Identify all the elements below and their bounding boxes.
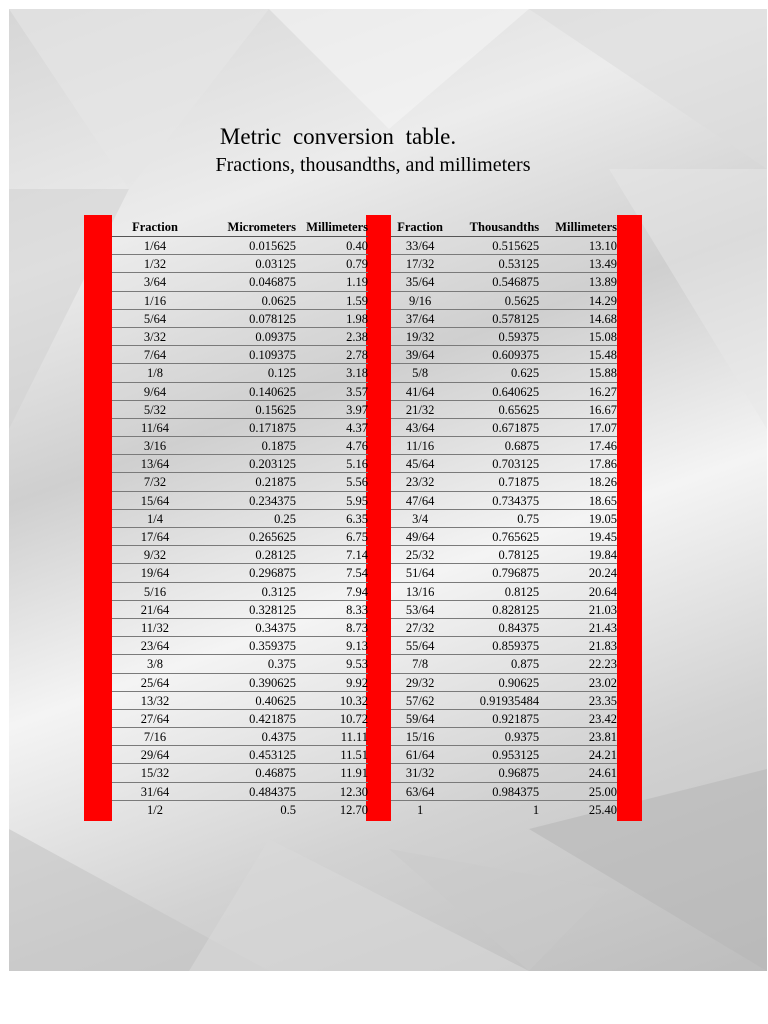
millimeters-cell: 13.10 (588, 239, 617, 253)
decimal-cell: 0.65625 (498, 402, 540, 417)
decimal-cell: 0.8125 (504, 584, 540, 599)
fraction-cell: 1/4 (147, 511, 163, 526)
table-row (112, 292, 368, 310)
column-header-thousandths: Thousandths (469, 220, 540, 234)
decimal-cell: 0.015625 (249, 239, 296, 253)
millimeters-cell: 19.05 (588, 511, 617, 526)
decimal-cell: 0.25 (274, 511, 296, 526)
decimal-cell: 0.91935484 (479, 693, 540, 708)
table-row (112, 746, 368, 764)
fraction-cell: 13/32 (140, 693, 170, 708)
table-row (112, 528, 368, 546)
table-row (391, 510, 617, 528)
decimal-cell: 0.828125 (492, 602, 540, 617)
table-row (112, 455, 368, 473)
decimal-cell: 0.234375 (249, 493, 296, 508)
decimal-cell: 0.359375 (249, 639, 296, 654)
decimal-cell: 0.53125 (498, 257, 540, 272)
millimeters-cell: 9.92 (346, 675, 368, 690)
table-row (112, 383, 368, 401)
fraction-cell: 7/32 (143, 475, 167, 490)
fraction-cell: 21/64 (140, 602, 170, 617)
fraction-cell: 3/16 (143, 439, 167, 454)
table-row (112, 801, 368, 819)
millimeters-cell: 3.57 (346, 384, 368, 399)
table-row (391, 674, 617, 692)
decimal-cell: 0.15625 (255, 402, 296, 417)
fraction-cell: 47/64 (405, 493, 435, 508)
millimeters-cell: 8.33 (346, 602, 368, 617)
millimeters-cell: 18.26 (588, 475, 617, 490)
fraction-cell: 3/32 (143, 329, 167, 344)
millimeters-cell: 5.16 (346, 457, 368, 472)
fraction-cell: 59/64 (405, 711, 435, 726)
millimeters-cell: 2.38 (346, 329, 368, 344)
fraction-cell: 7/64 (143, 348, 167, 363)
millimeters-cell: 25.40 (588, 802, 617, 817)
table-header-row (112, 215, 368, 237)
millimeters-cell: 19.45 (588, 530, 617, 544)
decimal-cell: 0.578125 (492, 311, 540, 326)
fraction-cell: 27/64 (140, 711, 170, 726)
millimeters-cell: 4.76 (346, 439, 368, 454)
decimal-cell: 0.78125 (498, 548, 540, 563)
table-row (391, 383, 617, 401)
decimal-cell: 0.515625 (492, 239, 540, 253)
decimal-cell: 0.84375 (498, 620, 540, 635)
right-conversion-table (391, 215, 617, 819)
millimeters-cell: 24.61 (588, 766, 617, 781)
fraction-cell: 5/64 (143, 311, 167, 326)
table-row (112, 783, 368, 801)
fraction-cell: 49/64 (405, 530, 435, 544)
decimal-cell: 0.625 (511, 366, 540, 381)
fraction-cell: 29/64 (140, 748, 170, 763)
table-row (112, 473, 368, 491)
fraction-cell: 27/32 (405, 620, 435, 635)
millimeters-cell: 17.86 (588, 457, 617, 472)
table-row (391, 692, 617, 710)
fraction-cell: 19/32 (405, 329, 435, 344)
table-row (391, 419, 617, 437)
millimeters-cell: 7.94 (346, 584, 368, 599)
fraction-cell: 33/64 (405, 239, 435, 253)
millimeters-cell: 25.00 (588, 784, 617, 799)
fraction-cell: 29/32 (405, 675, 435, 690)
table-row (112, 564, 368, 582)
decimal-cell: 0.546875 (492, 275, 540, 290)
fraction-cell: 9/16 (408, 293, 432, 308)
table-row (391, 728, 617, 746)
millimeters-cell: 9.53 (346, 657, 368, 672)
table-row (391, 273, 617, 291)
table-row (112, 619, 368, 637)
table-row (391, 455, 617, 473)
table-row (112, 728, 368, 746)
decimal-cell: 0.46875 (255, 766, 296, 781)
millimeters-cell: 14.29 (588, 293, 617, 308)
millimeters-cell: 1.19 (346, 275, 368, 290)
fraction-cell: 11/64 (140, 420, 169, 435)
page-subtitle: Fractions, thousandths, and millimeters (215, 154, 531, 176)
decimal-cell: 0.390625 (249, 675, 296, 690)
column-header-micrometers: Micrometers (227, 220, 296, 234)
fraction-cell: 31/32 (405, 766, 435, 781)
table-row (391, 364, 617, 382)
decimal-cell: 0.140625 (249, 384, 296, 399)
millimeters-cell: 20.24 (588, 566, 617, 581)
table-row (112, 419, 368, 437)
millimeters-cell: 16.27 (588, 384, 617, 399)
table-row (112, 655, 368, 673)
decimal-cell: 0.0625 (261, 293, 296, 308)
fraction-cell: 63/64 (405, 784, 435, 799)
decimal-cell: 0.796875 (492, 566, 540, 581)
millimeters-cell: 10.72 (339, 711, 368, 726)
fraction-cell: 13/64 (140, 457, 170, 472)
table-row (391, 310, 617, 328)
table-row (391, 601, 617, 619)
table-row (112, 237, 368, 255)
decimal-cell: 0.171875 (249, 420, 296, 435)
millimeters-cell: 18.65 (588, 493, 617, 508)
decimal-cell: 0.875 (511, 657, 540, 672)
millimeters-cell: 21.43 (588, 620, 617, 635)
fraction-cell: 19/64 (140, 566, 170, 581)
fraction-cell: 3/8 (147, 657, 163, 672)
fraction-cell: 13/16 (405, 584, 435, 599)
fraction-cell: 17/64 (140, 530, 170, 544)
millimeters-cell: 11.91 (340, 766, 368, 781)
millimeters-cell: 0.40 (346, 239, 368, 253)
fraction-cell: 17/32 (405, 257, 435, 272)
fraction-cell: 61/64 (405, 748, 435, 763)
column-header-fraction: Fraction (397, 220, 444, 234)
fraction-cell: 23/32 (405, 475, 435, 490)
fraction-cell: 1/64 (143, 239, 167, 253)
decimal-cell: 0.046875 (249, 275, 296, 290)
table-row (391, 255, 617, 273)
table-row (391, 528, 617, 546)
table-header-row (391, 215, 617, 237)
fraction-cell: 5/32 (143, 402, 167, 417)
decimal-cell: 0.40625 (255, 693, 296, 708)
table-row (391, 783, 617, 801)
red-bar-right (617, 215, 642, 821)
decimal-cell: 0.5625 (504, 293, 540, 308)
millimeters-cell: 4.37 (346, 420, 368, 435)
decimal-cell: 0.4375 (261, 730, 296, 745)
millimeters-cell: 17.07 (588, 420, 617, 435)
fraction-cell: 3/64 (143, 275, 167, 290)
millimeters-cell: 1.98 (346, 311, 368, 326)
millimeters-cell: 20.64 (588, 584, 617, 599)
table-row (112, 764, 368, 782)
millimeters-cell: 16.67 (588, 402, 617, 417)
decimal-cell: 1 (532, 802, 540, 817)
decimal-cell: 0.453125 (249, 748, 296, 763)
table-row (391, 401, 617, 419)
millimeters-cell: 23.02 (588, 675, 617, 690)
millimeters-cell: 14.68 (588, 311, 617, 326)
table-row (112, 255, 368, 273)
table-row (391, 473, 617, 491)
table-row (112, 273, 368, 291)
table-row (112, 510, 368, 528)
fraction-cell: 45/64 (405, 457, 435, 472)
decimal-cell: 0.75 (517, 511, 540, 526)
millimeters-cell: 17.46 (588, 439, 617, 454)
millimeters-cell: 24.21 (588, 748, 617, 763)
fraction-cell: 15/32 (140, 766, 170, 781)
millimeters-cell: 12.30 (339, 784, 368, 799)
fraction-cell: 25/32 (405, 548, 435, 563)
decimal-cell: 0.90625 (498, 675, 540, 690)
decimal-cell: 0.984375 (492, 784, 540, 799)
table-row (112, 674, 368, 692)
fraction-cell: 5/8 (412, 366, 429, 381)
table-row (112, 401, 368, 419)
millimeters-cell: 6.75 (346, 530, 368, 544)
millimeters-cell: 10.32 (339, 693, 368, 708)
table-row (112, 364, 368, 382)
decimal-cell: 0.296875 (249, 566, 296, 581)
decimal-cell: 0.203125 (249, 457, 296, 472)
decimal-cell: 0.265625 (249, 530, 296, 544)
decimal-cell: 0.1875 (261, 439, 296, 454)
decimal-cell: 0.59375 (498, 329, 540, 344)
millimeters-cell: 22.23 (588, 657, 617, 672)
table-row (391, 619, 617, 637)
fraction-cell: 9/32 (143, 548, 167, 563)
millimeters-cell: 15.08 (588, 329, 617, 344)
table-row (391, 564, 617, 582)
table-row (391, 764, 617, 782)
table-row (391, 655, 617, 673)
decimal-cell: 0.28125 (255, 548, 296, 563)
millimeters-cell: 8.73 (346, 620, 368, 635)
table-row (112, 437, 368, 455)
fraction-cell: 1/16 (143, 293, 167, 308)
millimeters-cell: 12.70 (339, 802, 368, 817)
column-header-millimeters: Millimeters (306, 220, 368, 234)
table-row (391, 237, 617, 255)
decimal-cell: 0.5 (280, 802, 296, 817)
red-bar-left (84, 215, 112, 821)
millimeters-cell: 13.89 (588, 275, 617, 290)
decimal-cell: 0.9375 (504, 730, 540, 745)
table-row (391, 710, 617, 728)
fraction-cell: 11/16 (406, 439, 435, 454)
table-row (391, 492, 617, 510)
millimeters-cell: 6.35 (346, 511, 368, 526)
column-header-fraction: Fraction (132, 220, 178, 234)
table-row (391, 801, 617, 819)
decimal-cell: 0.953125 (492, 748, 540, 763)
millimeters-cell: 23.35 (588, 693, 617, 708)
column-header-millimeters: Millimeters (555, 220, 617, 234)
table-row (391, 583, 617, 601)
left-conversion-table (112, 215, 368, 819)
millimeters-cell: 9.13 (346, 639, 368, 654)
table-row (391, 637, 617, 655)
millimeters-cell: 5.95 (346, 493, 368, 508)
red-bar-middle (366, 215, 391, 821)
millimeters-cell: 2.78 (346, 348, 368, 363)
millimeters-cell: 3.18 (346, 366, 368, 381)
table-row (391, 328, 617, 346)
table-row (112, 546, 368, 564)
decimal-cell: 0.328125 (249, 602, 296, 617)
decimal-cell: 0.71875 (498, 475, 540, 490)
fraction-cell: 53/64 (405, 602, 435, 617)
decimal-cell: 0.375 (267, 657, 296, 672)
table-row (112, 583, 368, 601)
fraction-cell: 51/64 (405, 566, 435, 581)
table-row (391, 437, 617, 455)
decimal-cell: 0.96875 (498, 766, 540, 781)
millimeters-cell: 3.97 (346, 402, 368, 417)
fraction-cell: 1 (416, 802, 424, 817)
table-row (112, 601, 368, 619)
fraction-cell: 55/64 (405, 639, 435, 654)
millimeters-cell: 1.59 (346, 293, 368, 308)
decimal-cell: 0.125 (267, 366, 296, 381)
millimeters-cell: 23.81 (588, 730, 617, 745)
millimeters-cell: 0.79 (346, 257, 368, 272)
millimeters-cell: 23.42 (588, 711, 617, 726)
fraction-cell: 3/4 (412, 511, 429, 526)
decimal-cell: 0.734375 (492, 493, 540, 508)
decimal-cell: 0.03125 (255, 257, 296, 272)
decimal-cell: 0.484375 (249, 784, 296, 799)
fraction-cell: 1/2 (147, 802, 163, 817)
decimal-cell: 0.765625 (492, 530, 540, 544)
decimal-cell: 0.703125 (492, 457, 540, 472)
decimal-cell: 0.640625 (492, 384, 540, 399)
millimeters-cell: 11.11 (340, 730, 368, 745)
table-row (391, 292, 617, 310)
millimeters-cell: 5.56 (346, 475, 368, 490)
table-row (112, 310, 368, 328)
fraction-cell: 7/16 (143, 730, 167, 745)
decimal-cell: 0.21875 (255, 475, 296, 490)
table-row (391, 746, 617, 764)
millimeters-cell: 19.84 (588, 548, 617, 563)
fraction-cell: 1/32 (143, 257, 167, 272)
fraction-cell: 57/62 (405, 693, 435, 708)
decimal-cell: 0.921875 (492, 711, 540, 726)
millimeters-cell: 7.14 (346, 548, 368, 563)
table-row (112, 637, 368, 655)
table-row (112, 346, 368, 364)
fraction-cell: 35/64 (405, 275, 435, 290)
decimal-cell: 0.859375 (492, 639, 540, 654)
millimeters-cell: 15.88 (588, 366, 617, 381)
fraction-cell: 1/8 (147, 366, 163, 381)
decimal-cell: 0.109375 (249, 348, 296, 363)
fraction-cell: 37/64 (405, 311, 435, 326)
decimal-cell: 0.671875 (492, 420, 540, 435)
fraction-cell: 23/64 (140, 639, 170, 654)
fraction-cell: 21/32 (405, 402, 435, 417)
table-row (112, 328, 368, 346)
fraction-cell: 25/64 (140, 675, 170, 690)
millimeters-cell: 7.54 (346, 566, 368, 581)
table-row (391, 546, 617, 564)
fraction-cell: 31/64 (140, 784, 170, 799)
fraction-cell: 9/64 (143, 384, 167, 399)
decimal-cell: 0.078125 (249, 311, 296, 326)
fraction-cell: 41/64 (405, 384, 435, 399)
table-row (391, 346, 617, 364)
millimeters-cell: 15.48 (588, 348, 617, 363)
fraction-cell: 39/64 (405, 348, 435, 363)
fraction-cell: 11/32 (140, 620, 169, 635)
fraction-cell: 5/16 (143, 584, 167, 599)
fraction-cell: 15/16 (405, 730, 435, 745)
decimal-cell: 0.6875 (504, 439, 540, 454)
table-row (112, 710, 368, 728)
fraction-cell: 7/8 (412, 657, 429, 672)
decimal-cell: 0.34375 (255, 620, 296, 635)
decimal-cell: 0.3125 (261, 584, 296, 599)
millimeters-cell: 21.03 (588, 602, 617, 617)
fraction-cell: 43/64 (405, 420, 435, 435)
table-row (112, 492, 368, 510)
fraction-cell: 15/64 (140, 493, 170, 508)
table-row (112, 692, 368, 710)
decimal-cell: 0.421875 (249, 711, 296, 726)
millimeters-cell: 21.83 (588, 639, 617, 654)
decimal-cell: 0.609375 (492, 348, 540, 363)
decimal-cell: 0.09375 (255, 329, 296, 344)
page-title: Metric conversion table. (219, 124, 457, 149)
millimeters-cell: 11.51 (340, 748, 368, 763)
millimeters-cell: 13.49 (588, 257, 617, 272)
